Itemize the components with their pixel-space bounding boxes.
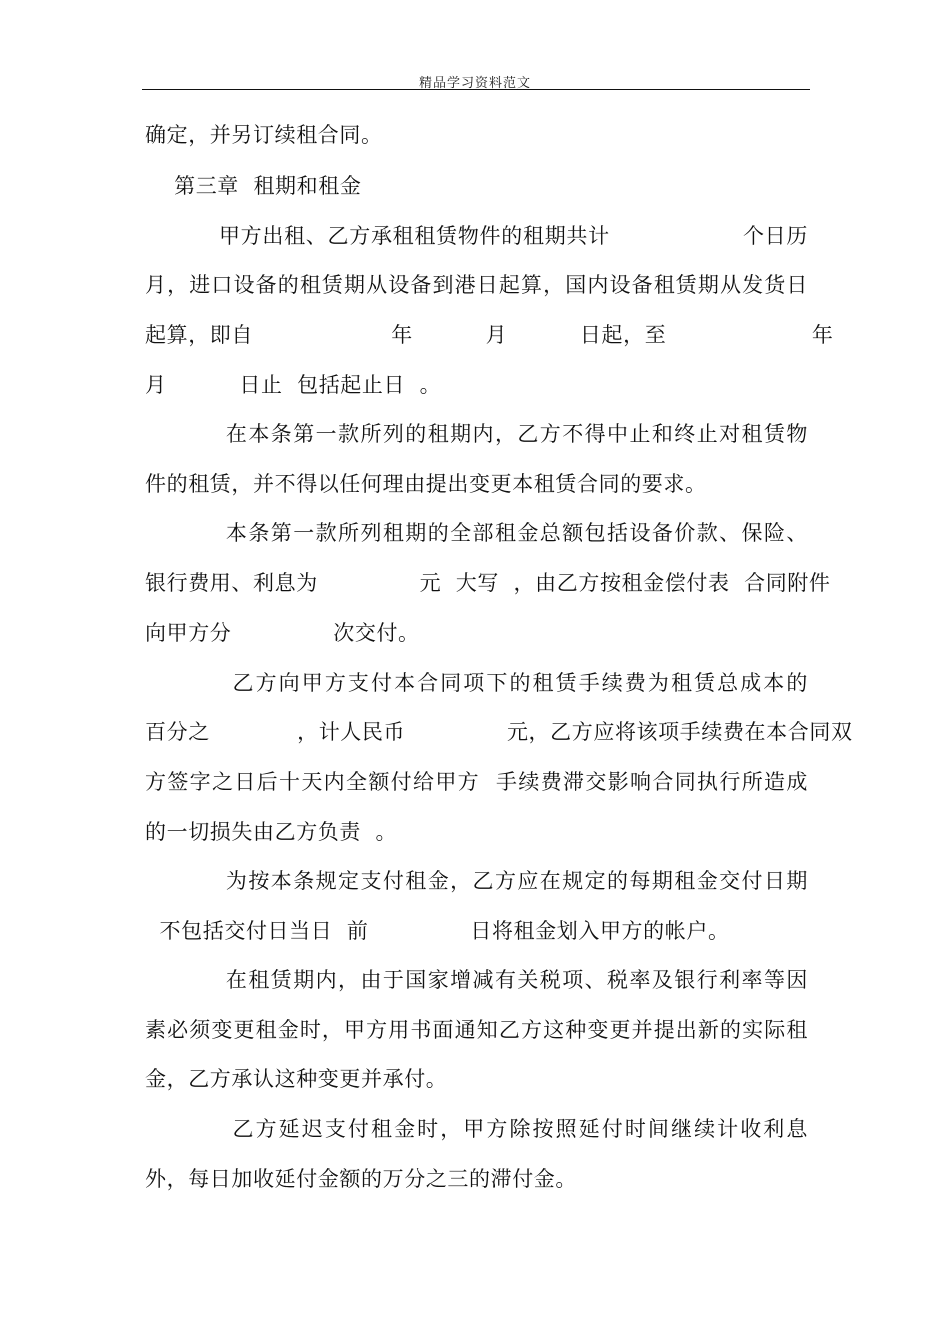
text-line: 乙方延迟支付租金时，甲方除按照延付时间继续计收利息 xyxy=(145,1117,808,1141)
text-line: 月，进口设备的租赁期从设备到港日起算，国内设备租赁期从发货日 xyxy=(145,273,808,297)
page-header-title: 精品学习资料范文 xyxy=(418,76,531,91)
header-divider xyxy=(142,89,810,90)
text-line: 百分之 ，计人民币 元，乙方应将该项手续费在本合同双 xyxy=(145,720,853,744)
text-line: 的一切损失由乙方负责 。 xyxy=(145,820,398,844)
text-line: 向甲方分 次交付。 xyxy=(145,621,420,645)
text-line: 乙方向甲方支付本合同项下的租赁手续费为租赁总成本的 xyxy=(145,671,808,695)
text-line: 确定，并另订续租合同。 xyxy=(145,123,383,147)
text-line: 本条第一款所列租期的全部租金总额包括设备价款、保险、 xyxy=(145,521,808,545)
text-line: 件的租赁，并不得以任何理由提出变更本租赁合同的要求。 xyxy=(145,472,707,496)
text-line: 金，乙方承认这种变更并承付。 xyxy=(145,1067,448,1091)
text-line: 起算，即自 年 月 日起，至 年 xyxy=(145,323,834,347)
text-line: 方签字之日后十天内全额付给甲方 手续费滞交影响合同执行所造成 xyxy=(145,770,808,794)
text-line: 甲方出租、乙方承租租赁物件的租期共计 个日历 xyxy=(145,224,808,248)
text-line: 素必须变更租金时，甲方用书面通知乙方这种变更并提出新的实际租 xyxy=(145,1018,808,1042)
chapter-heading: 第三章 租期和租金 xyxy=(145,174,362,198)
text-line: 月 日止 包括起止日 。 xyxy=(145,373,442,397)
text-line: 不包括交付日当日 前 日将租金划入甲方的帐户。 xyxy=(145,919,730,943)
text-line: 为按本条规定支付租金，乙方应在规定的每期租金交付日期 xyxy=(145,869,808,893)
text-line: 在租赁期内，由于国家增减有关税项、税率及银行利率等因 xyxy=(145,968,808,992)
text-line: 在本条第一款所列的租期内，乙方不得中止和终止对租赁物 xyxy=(145,422,808,446)
text-line: 银行费用、利息为 元 大写 ，由乙方按租金偿付表 合同附件 xyxy=(145,571,831,595)
text-line: 外，每日加收延付金额的万分之三的滞付金。 xyxy=(145,1167,577,1191)
